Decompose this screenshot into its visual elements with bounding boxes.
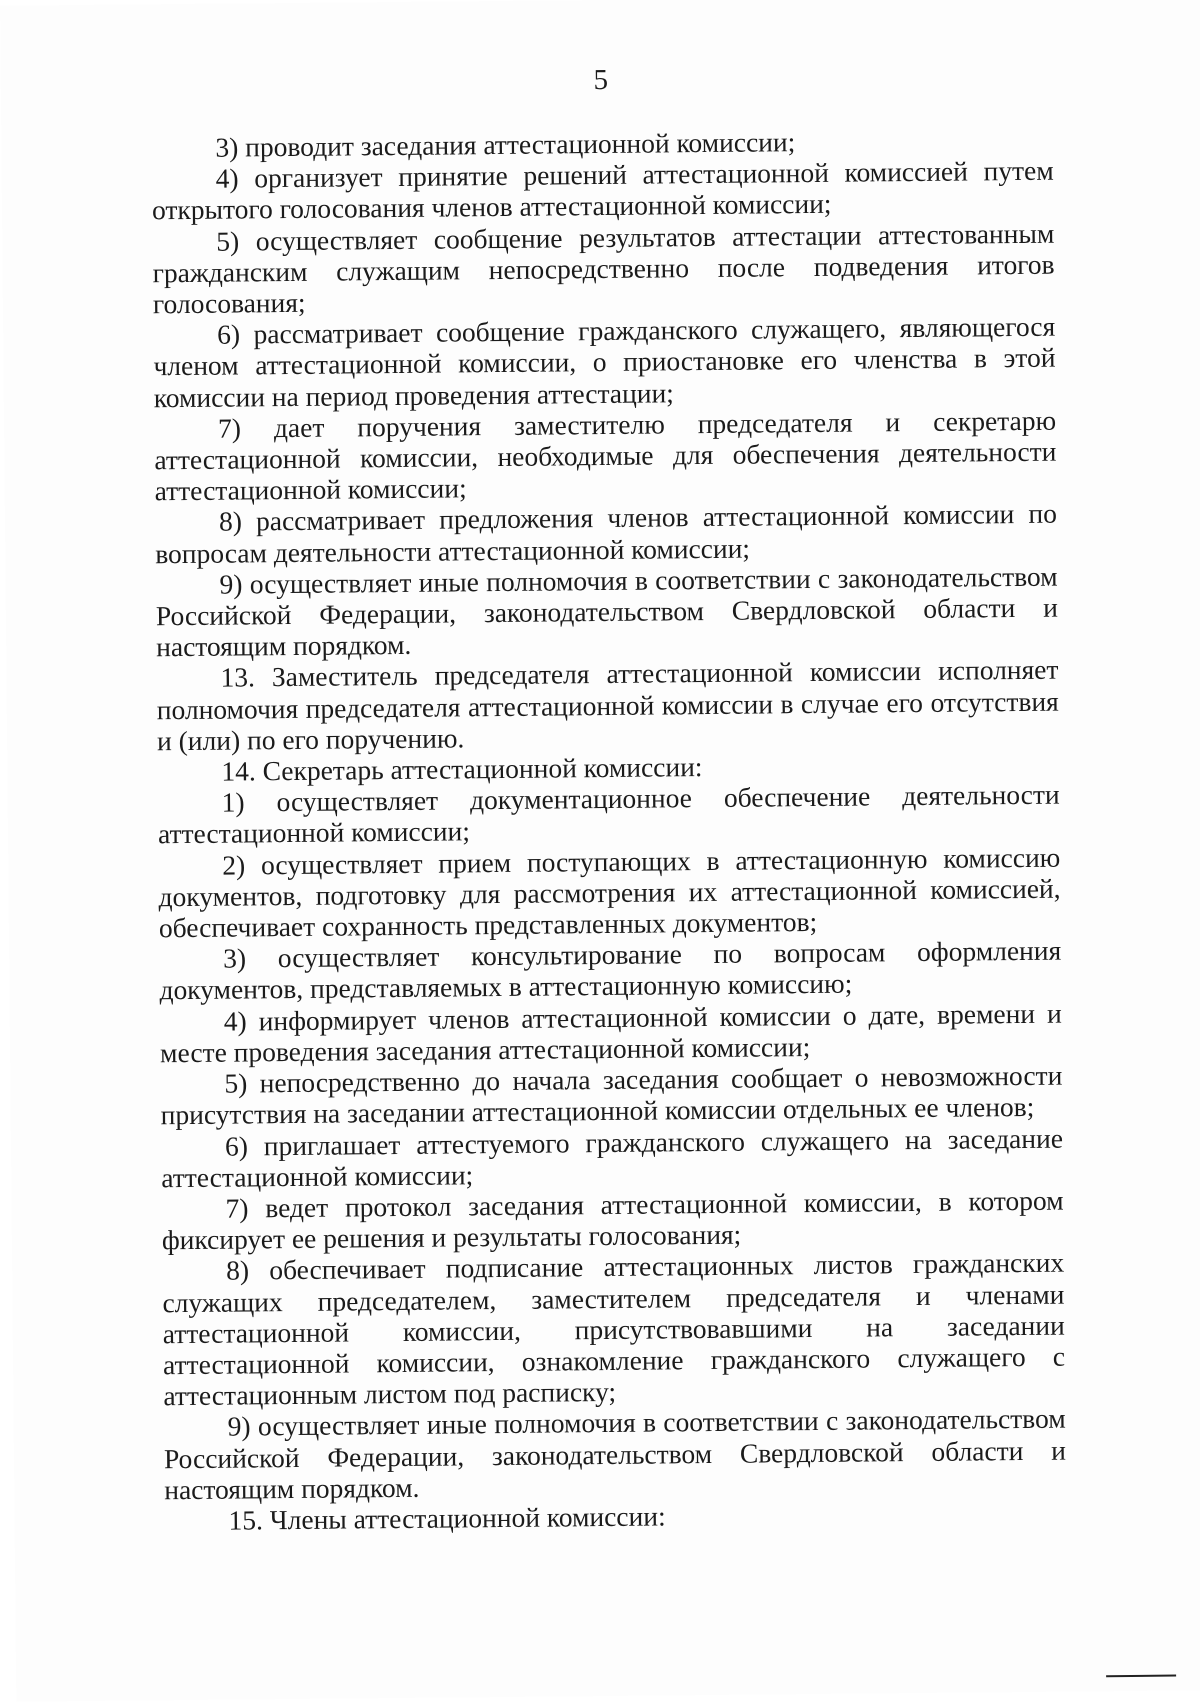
paragraph: 9) осуществляет иные полномочия в соответствии с законодательством Российской Федерации, законодательством Свердловской области и настоящим порядком.: [155, 560, 1058, 663]
paragraph: 3) осуществляет консультирование по вопросам оформления документов, представляемых в аттестационную комиссию;: [159, 934, 1062, 1006]
paragraph: 2) осуществляет прием поступающих в аттестационную комиссию документов, подготовку для рассмотрения их аттестационной комиссией, обеспечивает сохранность представленных документов;: [158, 841, 1061, 944]
page-number: 5: [593, 63, 609, 97]
paragraph: 8) рассматривает предложения членов аттестационной комиссии по вопросам деятельности аттестационной комиссии;: [155, 498, 1058, 569]
paragraph: 6) приглашает аттестуемого гражданского служащего на заседание аттестационной комиссии;: [161, 1122, 1064, 1193]
paragraph: 3) проводит заседания аттестационной комиссии;: [215, 126, 796, 163]
paragraph: 8) обеспечивает подписание аттестационных листов гражданских служащих председателем, заместителем председателя и членами аттестационной комиссии, присутствовавшими на заседании аттестационной комиссии, ознакомление гражданского служащего с аттестационным листом под расписку;: [162, 1246, 1066, 1412]
paragraph: 4) организует принятие решений аттестационной комиссией путем открытого голосования членов аттестационной комиссии;: [151, 154, 1054, 226]
paragraph: 1) осуществляет документационное обеспечение деятельности аттестационной комиссии;: [157, 778, 1060, 850]
paragraph: 6) рассматривает сообщение гражданского служащего, являющегося членом аттестационной комиссии, о приостановке его членства в этой комиссии на период проведения аттестации;: [153, 310, 1056, 413]
paragraph: 5) осуществляет сообщение результатов аттестации аттестованным гражданским служащим непосредственно после подведения итогов голосования;: [152, 217, 1055, 320]
paragraph: 5) непосредственно до начала заседания сообщает о невозможности присутствия на заседании аттестационной комиссии отдельных ее членов;: [160, 1059, 1063, 1131]
paragraph: 13. Заместитель председателя аттестационной комиссии исполняет полномочия председателя аттестационной комиссии в случае его отсутствия и (или) по его поручению.: [156, 654, 1059, 757]
paragraph: 7) ведет протокол заседания аттестационной комиссии, в котором фиксирует ее решения и результаты голосования;: [161, 1184, 1064, 1256]
paragraph: 7) дает поручения заместителю председателя и секретарю аттестационной комиссии, необходимые для обеспечения деятельности аттестационной комиссии;: [154, 404, 1057, 507]
paragraph: 9) осуществляет иные полномочия в соответствии с законодательством Российской Федерации, законодательством Свердловской области и настоящим порядком.: [163, 1402, 1067, 1505]
scan-edge-mark: [1106, 1675, 1176, 1678]
paragraph: 4) информирует членов аттестационной комиссии о дате, времени и месте проведения заседания аттестационной комиссии;: [159, 997, 1062, 1069]
paragraph: 15. Члены аттестационной комиссии:: [228, 1500, 666, 1536]
paragraph: 14. Секретарь аттестационной комиссии:: [221, 751, 703, 787]
document-body: [151, 124, 1066, 1537]
